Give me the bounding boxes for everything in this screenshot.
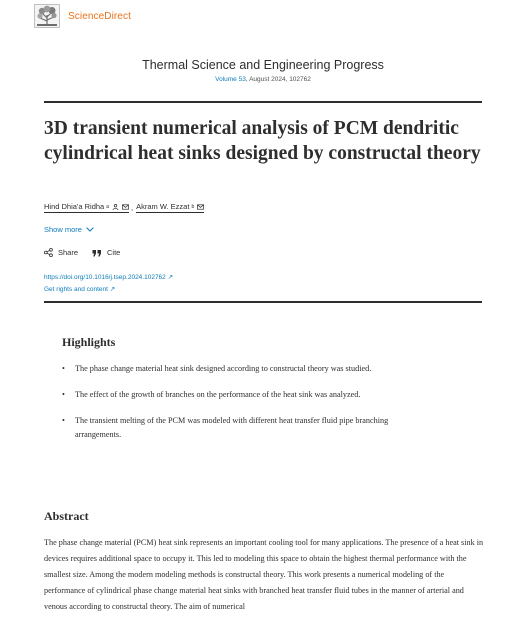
- author-name: Akram W. Ezzat: [136, 202, 190, 211]
- author-link[interactable]: [44, 202, 129, 213]
- affiliation-marker: a: [106, 203, 109, 210]
- person-icon: [112, 204, 119, 210]
- quote-icon: [92, 249, 102, 257]
- cite-label: Cite: [107, 248, 121, 257]
- highlights-heading: Highlights: [62, 335, 116, 349]
- author-separator: ,: [131, 203, 134, 212]
- show-more-label: Show more: [44, 225, 82, 234]
- author-name: Hind Dhia'a Ridha: [44, 202, 105, 211]
- email-icon: [122, 204, 129, 210]
- article-title: 3D transient numerical analysis of PCM dendritic cylindrical heat sinks designed by constructal theory: [44, 118, 481, 164]
- highlights-list: [62, 362, 392, 454]
- logo-bar[interactable]: [34, 3, 131, 29]
- volume-link[interactable]: Volume 53: [215, 76, 246, 83]
- chevron-down-icon: [86, 227, 94, 232]
- abstract-text: The phase change material (PCM) heat sink represents an important cooling tool for many applications. The presence of a heat sink in devices requires additional space to occupy it. This led to modeling this space to obtain the highest thermal performance with the smallest size. Among the modern modeling methods is constructal theory. This work presents a numerical modeling of the performance of cylindrical phase change material heat sinks with branched heat transfer fluid tubes in the manner of arterial and venous according to constructal theory. The aim of numerical: [44, 538, 484, 611]
- journal-volume: [44, 76, 482, 83]
- cite-button[interactable]: [92, 248, 120, 257]
- show-more-button[interactable]: [44, 225, 94, 234]
- header-divider: [44, 101, 482, 103]
- journal-header: [44, 58, 482, 83]
- highlight-item: • The effect of the growth of branches on the performance of the heat sink was analyzed.: [62, 388, 392, 402]
- author-list: [44, 202, 204, 213]
- highlight-item: • The phase change material heat sink designed according to constructal theory was studied.: [62, 362, 392, 376]
- author-link[interactable]: [136, 202, 204, 213]
- journal-name-link[interactable]: Thermal Science and Engineering Progress: [142, 58, 384, 72]
- rights-link[interactable]: Get rights and content ↗: [44, 286, 116, 293]
- metadata-divider: [44, 301, 482, 303]
- sciencedirect-wordmark: ScienceDirect: [68, 10, 131, 22]
- article-actions: [44, 248, 134, 257]
- elsevier-tree-icon: [34, 4, 60, 28]
- doi-link[interactable]: https://doi.org/10.1016/j.tsep.2024.102762 ↗: [44, 274, 174, 281]
- share-button[interactable]: [44, 248, 78, 257]
- volume-details: , August 2024, 102762: [245, 76, 311, 83]
- highlight-item: • The transient melting of the PCM was modeled with different heat transfer fluid pipe branching arrangements.: [62, 414, 392, 442]
- share-icon: [44, 248, 53, 257]
- email-icon: [197, 204, 204, 210]
- abstract-heading: Abstract: [44, 509, 89, 523]
- share-label: Share: [58, 248, 79, 257]
- affiliation-marker: b: [191, 203, 195, 210]
